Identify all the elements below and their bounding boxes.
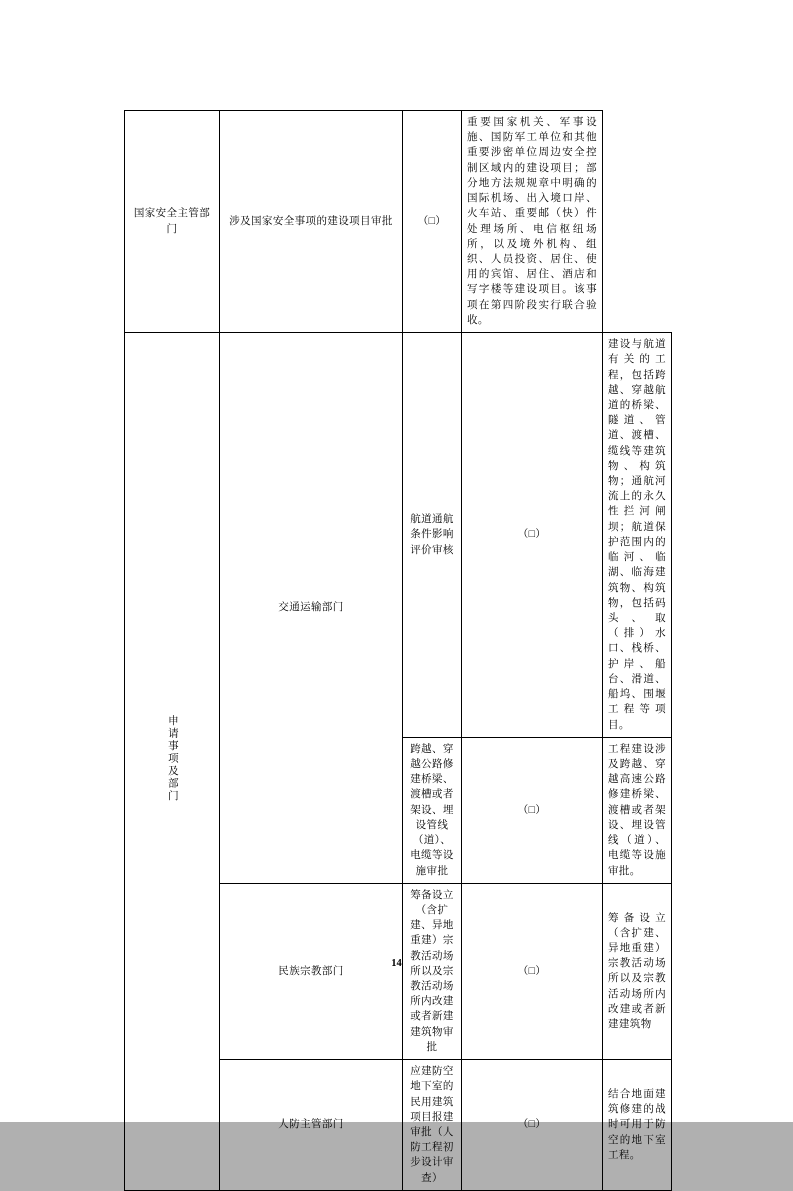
cell-description-4: 结合地面建筑修建的战时可用于防空的地下室工程。 [603,1060,672,1191]
checkbox-1[interactable]: （□） [462,333,603,738]
cell-description-1: 建设与航道有关的工程，包括跨越、穿越航道的桥梁、隧道、管道、渡槽、缆线等建筑物、构筑物；通航河流上的永久性拦河闸坝；航道保护范围内的临河、临湖、临海建筑物、构筑物，包括码头、取（排）水口、栈桥、护岸、船台、滑道、船坞、围堰工程等项目。 [603,333,672,738]
cell-department-3: 民族宗教部门 [220,883,403,1059]
cell-description-0: 重要国家机关、军事设施、国防军工单位和其他重要涉密单位周边安全控制区域内的建设项目；部分地方法规规章中明确的国际机场、出入境口岸、火车站、重要邮（快）件处理场所、电信枢纽场所，以及境外机构、组织、人员投资、居住、使用的宾馆、居住、酒店和写字楼等建设项目。该事项在第四阶段实行联合验收。 [462,111,603,333]
table-container [124,110,672,1184]
table-row [125,111,672,333]
checkbox-3[interactable]: （□） [462,883,603,1059]
approval-items-table [124,110,672,1191]
checkbox-0[interactable]: （□） [403,111,462,333]
checkbox-4[interactable]: （□） [462,1060,603,1191]
cell-description-3: 筹备设立（含扩建、异地重建）宗教活动场所以及宗教活动场所内改建或者新建建筑物 [603,883,672,1059]
checkbox-2[interactable]: （□） [462,737,603,883]
cell-item-0: 涉及国家安全事项的建设项目审批 [220,111,403,333]
cell-item-1: 航道通航条件影响评价审核 [403,333,462,738]
page-number: 14 [391,958,402,969]
cell-department-4: 人防主管部门 [220,1060,403,1191]
cell-department-0: 国家安全主管部门 [125,111,220,333]
cell-group-label: 申请事项及部门 [125,333,220,1191]
cell-item-4: 应建防空地下室的民用建筑项目报建审批（人防工程初步设计审查） [403,1060,462,1191]
cell-department-1: 交通运输部门 [220,333,403,884]
cell-description-2: 工程建设涉及跨越、穿越高速公路修建桥梁、渡槽或者架设、埋设管线（道）、电缆等设施审批。 [603,737,672,883]
cell-item-2: 跨越、穿越公路修建桥梁、渡槽或者架设、埋设管线（道）、电缆等设施审批 [403,737,462,883]
cell-item-3: 筹备设立（含扩建、异地重建）宗教活动场所以及宗教活动场所内改建或者新建建筑物审批 [403,883,462,1059]
table-row [125,333,672,738]
